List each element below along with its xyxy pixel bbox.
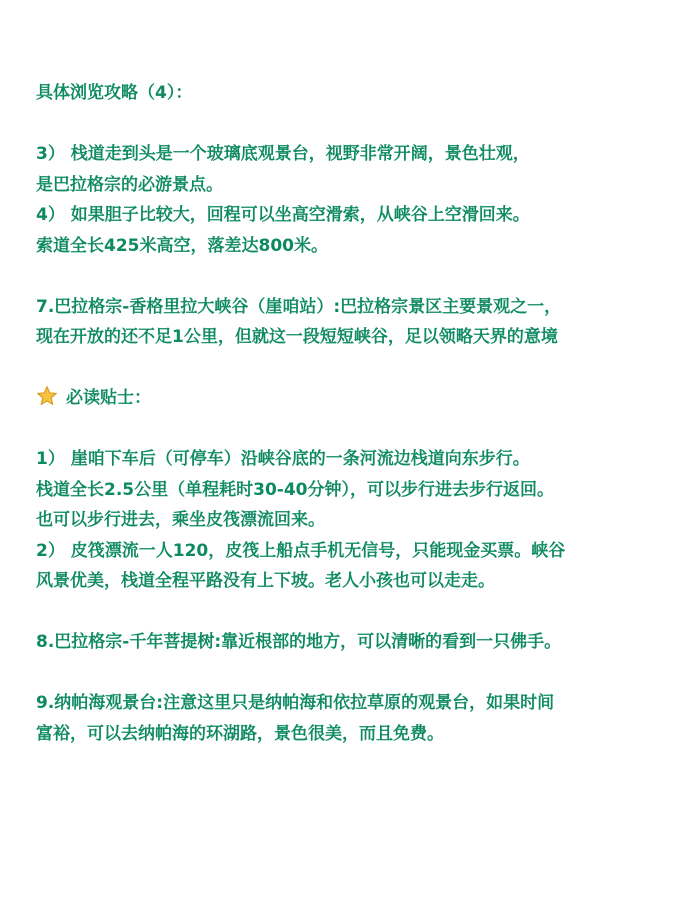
paragraph-line: 9.纳帕海观景台:注意这里只是纳帕海和依拉草原的观景台，如果时间 [36, 693, 555, 713]
paragraph-line: 现在开放的还不足1公里，但就这一段短短峡谷，足以领略天界的意境 [36, 327, 558, 347]
article-title: 具体浏览攻略（4）： [36, 83, 193, 103]
paragraph-line: 4） 如果胆子比较大，回程可以坐高空滑索，从峡谷上空滑回来。 [36, 205, 530, 225]
spacer [36, 414, 666, 445]
paragraph-line: 栈道全长2.5公里（单程耗时30-40分钟），可以步行进去步行返回。 [36, 479, 554, 500]
paragraph-line: 也可以步行进去，乘坐皮筏漂流回来。 [36, 510, 325, 530]
paragraph-line: 7.巴拉格宗-香格里拉大峡谷（崖咱站）:巴拉格宗景区主要景观之一， [36, 296, 562, 317]
spacer [36, 261, 666, 292]
tips-heading-label: 必读贴士： [66, 388, 151, 408]
spacer [36, 109, 666, 140]
paragraph-line: 8.巴拉格宗-千年菩提树:靠近根部的地方，可以清晰的看到一只佛手。 [36, 632, 562, 652]
paragraph-line: 1） 崖咱下车后（可停车）沿峡谷底的一条河流边栈道向东步行。 [36, 449, 530, 469]
paragraph-line: 3） 栈道走到头是一个玻璃底观景台，视野非常开阔，景色壮观， [36, 144, 530, 164]
paragraph-line: 2） 皮筏漂流一人120，皮筏上船点手机无信号，只能现金买票。峡谷 [36, 540, 566, 561]
spacer [36, 597, 666, 628]
paragraph-line: 风景优美，栈道全程平路没有上下坡。老人小孩也可以走走。 [36, 571, 495, 591]
paragraph-line: 索道全长425米高空，落差达800米。 [36, 235, 328, 256]
paragraph-line: 是巴拉格宗的必游景点。 [36, 174, 223, 195]
spacer [36, 658, 666, 689]
tips-heading [36, 383, 666, 414]
article-body [36, 78, 666, 749]
star-icon [36, 385, 58, 407]
paragraph-line: 富裕，可以去纳帕海的环湖路，景色很美，而且免费。 [36, 723, 444, 744]
spacer [36, 353, 666, 384]
